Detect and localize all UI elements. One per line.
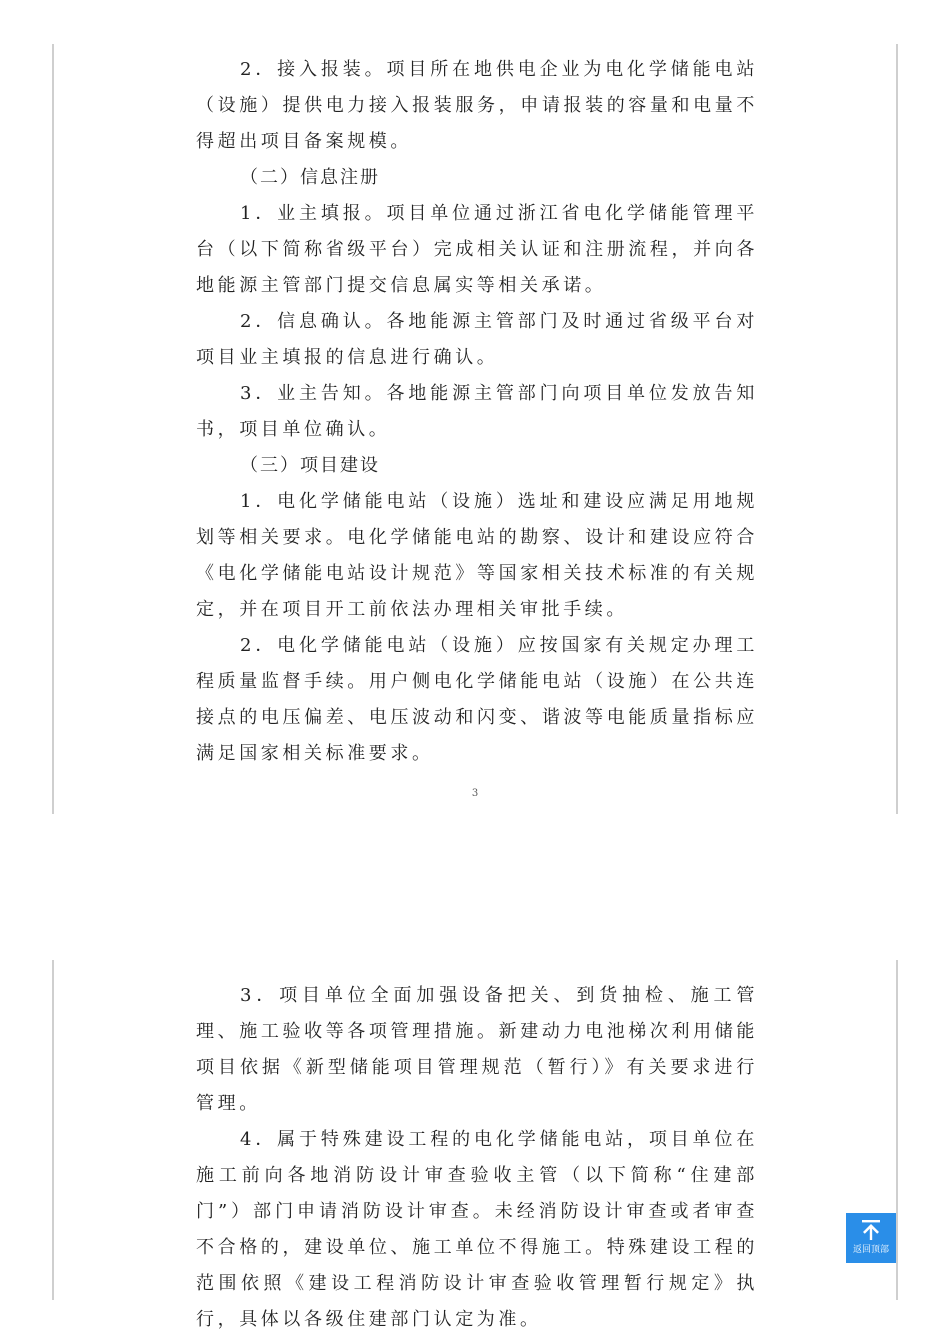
page-border-right: [896, 960, 898, 1300]
arrow-up-bar-icon: [859, 1218, 883, 1242]
section-heading: （三）项目建设: [240, 455, 380, 476]
back-to-top-button[interactable]: [846, 1213, 896, 1263]
document-page-4: [54, 960, 896, 1330]
paragraph: 1．电化学储能电站（设施）选址和建设应满足用地规划等相关要求。电化学储能电站的勘察、设计和建设应符合《电化学储能电站设计规范》等国家相关技术标准的有关规定，并在项目开工前依法办理相关审批手续。: [196, 491, 758, 620]
paragraph: 1．业主填报。项目单位通过浙江省电化学储能管理平台（以下简称省级平台）完成相关认证和注册流程，并向各地能源主管部门提交信息属实等相关承诺。: [196, 203, 758, 296]
page-number: 3: [471, 788, 479, 799]
paragraph: 3．业主告知。各地能源主管部门向项目单位发放告知书，项目单位确认。: [196, 383, 758, 440]
page-body: [196, 52, 758, 772]
page-body: [196, 978, 758, 1338]
paragraph: 2．电化学储能电站（设施）应按国家有关规定办理工程质量监督手续。用户侧电化学储能电站（设施）在公共连接点的电压偏差、电压波动和闪变、谐波等电能质量指标应满足国家相关标准要求。: [196, 635, 758, 764]
document-page-3: [54, 44, 896, 814]
paragraph: 4．属于特殊建设工程的电化学储能电站，项目单位在施工前向各地消防设计审查验收主管（以下简称“住建部门”）部门申请消防设计审查。未经消防设计审查或者审查不合格的，建设单位、施工单位不得施工。特殊建设工程的范围依照《建设工程消防设计审查验收管理暂行规定》执行，具体以各级住建部门认定为准。: [196, 1129, 758, 1330]
paragraph: 2．信息确认。各地能源主管部门及时通过省级平台对项目业主填报的信息进行确认。: [196, 311, 758, 368]
page-border-right: [896, 44, 898, 814]
section-heading: （二）信息注册: [240, 167, 380, 188]
paragraph: 3．项目单位全面加强设备把关、到货抽检、施工管理、施工验收等各项管理措施。新建动力电池梯次利用储能项目依据《新型储能项目管理规范（暂行）》有关要求进行管理。: [196, 985, 758, 1114]
back-to-top-label: 返回顶部: [852, 1245, 889, 1255]
paragraph: 2．接入报装。项目所在地供电企业为电化学储能电站（设施）提供电力接入报装服务，申请报装的容量和电量不得超出项目备案规模。: [196, 59, 758, 152]
